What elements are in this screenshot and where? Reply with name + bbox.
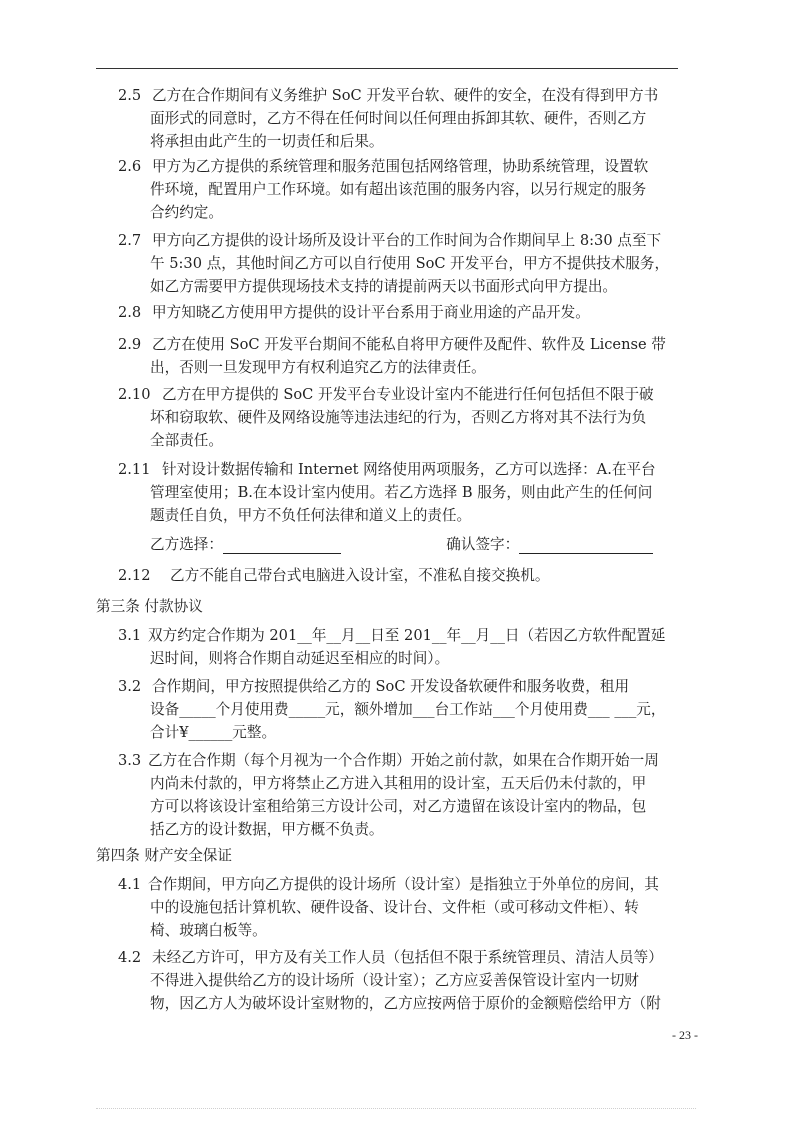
clause-3-3	[118, 749, 703, 841]
clause-number: 2.11	[118, 461, 151, 478]
clause-2-9	[118, 333, 703, 379]
clause-number: 4.1	[118, 876, 142, 893]
clause-line: 将承担由此产生的一切责任和后果。	[150, 133, 384, 150]
choice-label: 乙方选择：	[150, 536, 223, 553]
clause-line: 面形式的同意时，乙方不得在任何时间以任何理由拆卸其软、硬件，否则乙方	[150, 110, 647, 127]
clause-number: 2.10	[118, 386, 151, 403]
clause-number: 3.2	[118, 678, 142, 695]
clause-line: 针对设计数据传输和 Internet 网络使用两项服务，乙方可以选择：A.在平台	[162, 461, 656, 478]
clause-line: 设备_____个月使用费_____元，额外增加___台工作站___个月使用费___ ___元，	[150, 701, 666, 718]
header-rule	[96, 68, 678, 69]
clause-line: 坏和窃取软、硬件及网络设施等违法违纪的行为，否则乙方将对其不法行为负	[150, 409, 647, 426]
clause-line: 迟时间，则将合作期自动延迟至相应的时间）。	[150, 650, 450, 667]
clause-line: 内尚未付款的，甲方将禁止乙方进入其租用的设计室，五天后仍未付款的，甲	[150, 775, 647, 792]
clause-number: 3.3	[118, 752, 142, 769]
clause-2-8	[118, 301, 703, 324]
clause-line: 甲方为乙方提供的系统管理和服务范围包括网络管理，协助系统管理，设置软	[152, 158, 649, 175]
choice-field[interactable]	[223, 537, 341, 554]
clause-line: 乙方在使用 SoC 开发平台期间不能私自将甲方硬件及配件、软件及 License 带	[152, 336, 666, 353]
clause-number: 2.7	[118, 232, 142, 249]
clause-line: 甲方向乙方提供的设计场所及设计平台的工作时间为合作期间早上 8:30 点至下	[152, 232, 662, 249]
clause-2-6	[118, 155, 703, 224]
clause-line: 乙方在合作期（每个月视为一个合作期）开始之前付款，如果在合作期开始一周	[148, 752, 659, 769]
clause-number: 2.6	[118, 158, 142, 175]
clause-number: 2.9	[118, 336, 142, 353]
clause-line: 合作期间，甲方按照提供给乙方的 SoC 开发设备软硬件和服务收费，租用	[152, 678, 630, 695]
article-3-heading: 第三条 付款协议	[96, 598, 203, 615]
clause-line: 全部责任。	[150, 432, 223, 449]
clause-number: 4.2	[118, 949, 142, 966]
page-number: - 23 -	[672, 1028, 698, 1042]
clause-line: 件环境，配置用户工作环境。如有超出该范围的服务内容，以另行规定的服务	[150, 181, 647, 198]
confirm-signature-label: 确认签字：	[446, 536, 520, 553]
clause-2-10	[118, 383, 703, 452]
clause-3-2	[118, 675, 703, 744]
scan-edge-line	[96, 1108, 696, 1109]
clause-line: 管理室使用；B.在本设计室内使用。若乙方选择 B 服务，则由此产生的任何问	[150, 484, 653, 501]
clause-2-7	[118, 229, 703, 298]
clause-line: 不得进入提供给乙方的设计场所（设计室）；乙方应妥善保管设计室内一切财	[150, 972, 639, 989]
clause-line: 方可以将该设计室租给第三方设计公司，对乙方遗留在该设计室内的物品，包	[150, 798, 647, 815]
clause-number: 2.8	[118, 304, 142, 321]
article-4-heading: 第四条 财产安全保证	[96, 847, 232, 864]
clause-line: 合计¥______元整。	[150, 724, 277, 741]
clause-line: 合作期间，甲方向乙方提供的设计场所（设计室）是指独立于外单位的房间，其	[148, 876, 659, 893]
clause-line: 双方约定合作期为 201__年__月__日至 201__年__月__日（若因乙方软件配置延	[148, 627, 666, 644]
clause-line: 题责任自负，甲方不负任何法律和道义上的责任。	[150, 507, 472, 524]
clause-line: 未经乙方许可，甲方及有关工作人员（包括但不限于系统管理员、清洁人员等）	[152, 949, 663, 966]
clause-number: 2.12	[118, 567, 151, 584]
clause-line: 乙方在甲方提供的 SoC 开发平台专业设计室内不能进行任何包括但不限于破	[162, 386, 654, 403]
clause-line: 午 5:30 点，其他时间乙方可以自行使用 SoC 开发平台，甲方不提供技术服务，	[150, 255, 670, 272]
signature-field[interactable]	[519, 537, 653, 554]
clause-3-1	[118, 624, 703, 670]
clause-line: 出，否则一旦发现甲方有权利追究乙方的法律责任。	[150, 359, 486, 376]
clause-line: 乙方不能自己带台式电脑进入设计室，不准私自接交换机。	[170, 567, 550, 584]
clause-2-11	[118, 458, 703, 527]
clause-number: 2.5	[118, 87, 142, 104]
clause-line: 椅、玻璃白板等。	[150, 922, 267, 939]
clause-line: 如乙方需要甲方提供现场技术支持的请提前两天以书面形式向甲方提出。	[150, 278, 618, 295]
clause-4-1	[118, 873, 703, 942]
clause-2-5	[118, 84, 703, 153]
clause-line: 合约约定。	[150, 204, 223, 221]
clause-line: 括乙方的设计数据，甲方概不负责。	[150, 821, 384, 838]
clause-line: 物，因乙方人为破坏设计室财物的，乙方应按两倍于原价的金额赔偿给甲方（附	[150, 995, 661, 1012]
clause-line: 甲方知晓乙方使用甲方提供的设计平台系用于商业用途的产品开发。	[152, 304, 590, 321]
clause-line: 中的设施包括计算机软、硬件设备、设计台、文件柜（或可移动文件柜）、转	[150, 899, 639, 916]
selection-signature-row	[150, 533, 690, 555]
clause-4-2	[118, 946, 703, 1015]
clause-line: 乙方在合作期间有义务维护 SoC 开发平台软、硬件的安全，在没有得到甲方书	[152, 87, 659, 104]
clause-number: 3.1	[118, 627, 142, 644]
clause-2-12	[118, 564, 703, 587]
